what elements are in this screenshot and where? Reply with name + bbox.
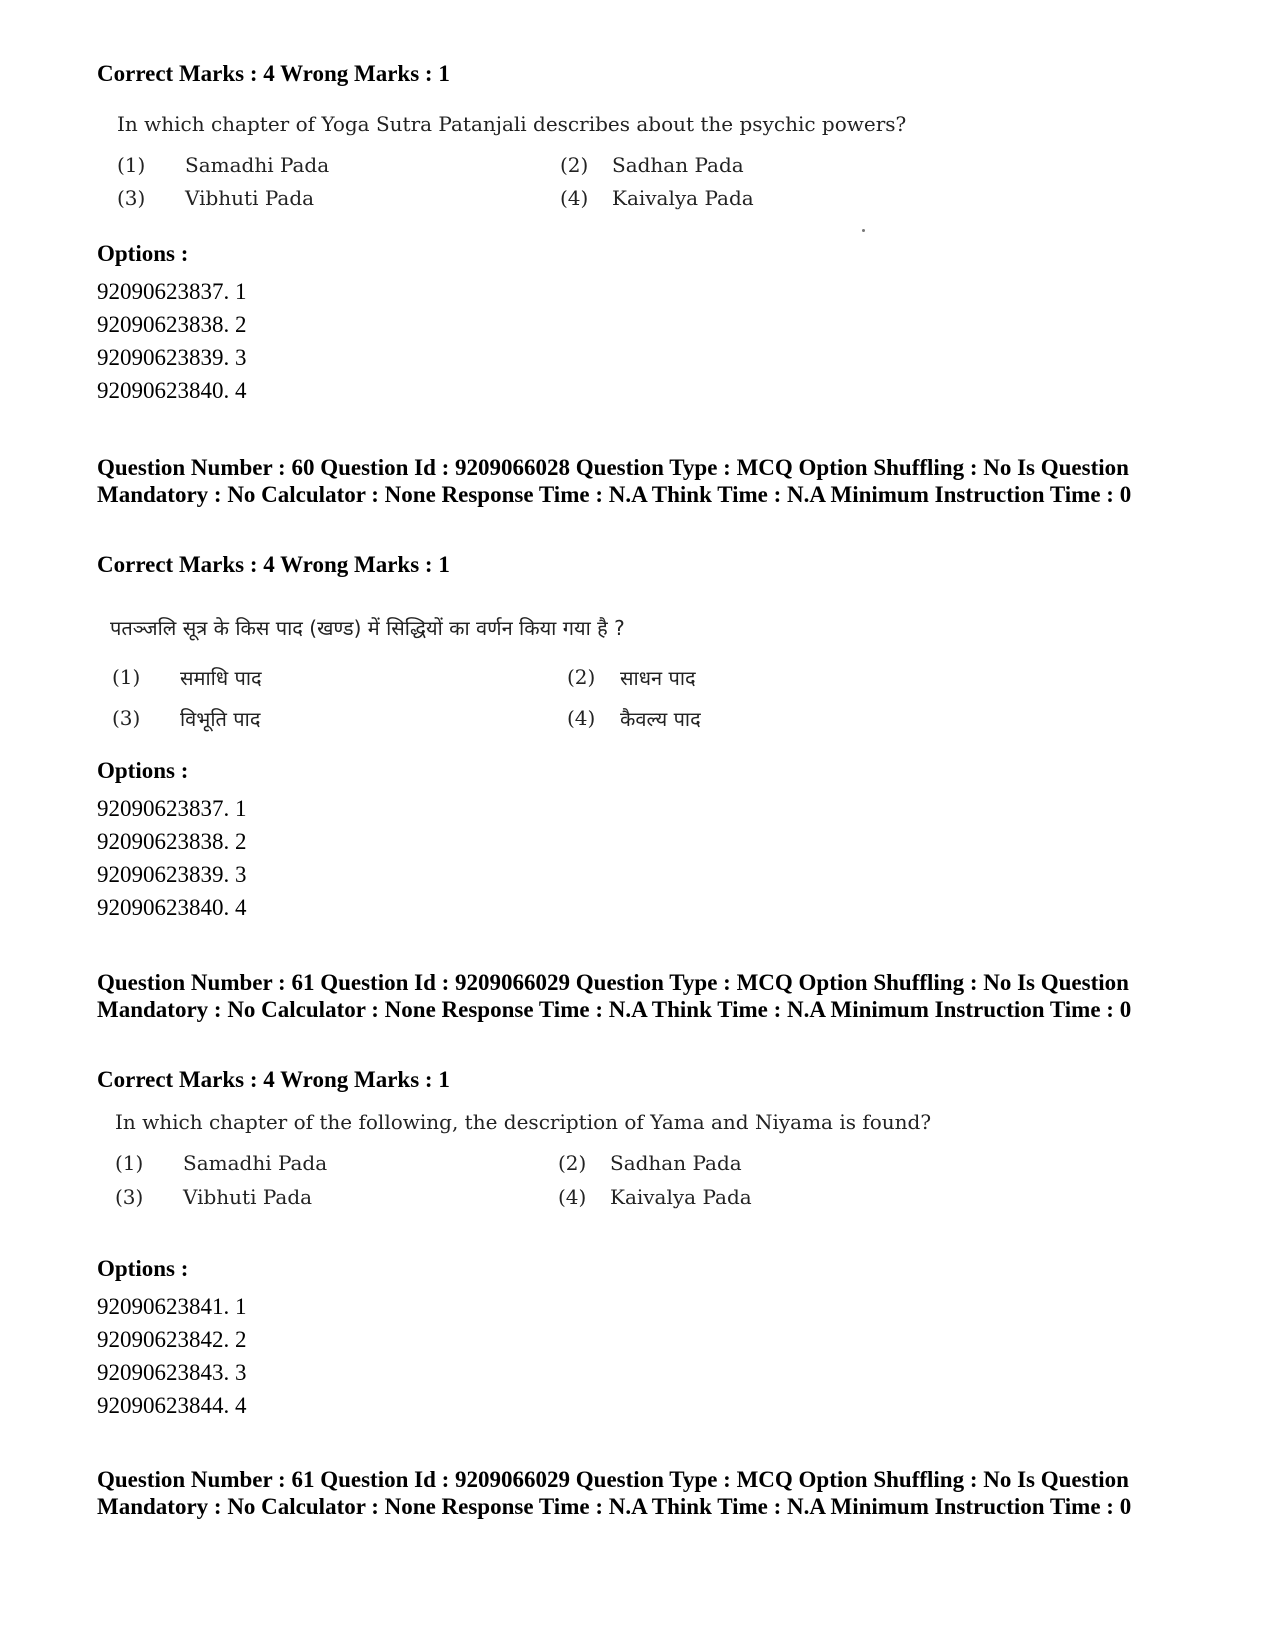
answer-number: (2) bbox=[560, 153, 589, 177]
options-label: Options : bbox=[97, 1256, 189, 1281]
answer-text: Samadhi Pada bbox=[185, 153, 330, 177]
answer-text: Vibhuti Pada bbox=[183, 1185, 313, 1209]
options-list bbox=[97, 1290, 247, 1422]
question-meta: Question Number : 61 Question Id : 9209066029 Question Type : MCQ Option Shuffling : No Is Question Mandatory : No Calculator : None Response Time : N.A Think Time : N.A Minimum Instruction Time : 0 bbox=[97, 1467, 1132, 1519]
correct-wrong-marks: Correct Marks : 4 Wrong Marks : 1 bbox=[97, 61, 450, 86]
answer-text: Kaivalya Pada bbox=[612, 186, 754, 210]
answer-number: (1) bbox=[112, 665, 141, 689]
answer-text: समाधि पाद bbox=[180, 666, 262, 690]
correct-wrong-marks: Correct Marks : 4 Wrong Marks : 1 bbox=[97, 552, 450, 577]
answer-number: (4) bbox=[560, 186, 589, 210]
answer-number: (1) bbox=[115, 1151, 144, 1175]
answer-number: (4) bbox=[567, 706, 596, 730]
option-line: 92090623838. 2 bbox=[97, 312, 247, 337]
option-line: 92090623840. 4 bbox=[97, 895, 247, 920]
option-line: 92090623837. 1 bbox=[97, 279, 247, 304]
options-label: Options : bbox=[97, 241, 189, 266]
question-meta: Question Number : 61 Question Id : 9209066029 Question Type : MCQ Option Shuffling : No Is Question Mandatory : No Calculator : None Response Time : N.A Think Time : N.A Minimum Instruction Time : 0 bbox=[97, 970, 1132, 1022]
question-image bbox=[115, 1110, 932, 1220]
answer-text: साधन पाद bbox=[620, 666, 696, 690]
option-line: 92090623837. 1 bbox=[97, 796, 247, 821]
options-list bbox=[97, 792, 247, 924]
answer-text: Sadhan Pada bbox=[612, 153, 744, 177]
answer-text: Vibhuti Pada bbox=[185, 186, 315, 210]
answer-number: (4) bbox=[558, 1185, 587, 1209]
answer-number: (2) bbox=[558, 1151, 587, 1175]
answer-number: (1) bbox=[117, 153, 146, 177]
answer-number: (3) bbox=[117, 186, 146, 210]
question-text: In which chapter of Yoga Sutra Patanjali describes about the psychic powers? bbox=[117, 112, 907, 136]
option-line: 92090623843. 3 bbox=[97, 1360, 247, 1385]
answer-number: (3) bbox=[112, 706, 141, 730]
answer-text: Sadhan Pada bbox=[610, 1151, 742, 1175]
answer-number: (2) bbox=[567, 665, 596, 689]
option-line: 92090623840. 4 bbox=[97, 378, 247, 403]
question-image bbox=[117, 112, 917, 222]
answer-text: कैवल्य पाद bbox=[620, 707, 701, 731]
options-label: Options : bbox=[97, 758, 189, 783]
option-line: 92090623844. 4 bbox=[97, 1393, 247, 1418]
question-image bbox=[110, 614, 910, 734]
question-text: पतञ्जलि सूत्र के किस पाद (खण्ड) में सिद्धियों का वर्णन किया गया है ? bbox=[110, 616, 625, 640]
correct-wrong-marks: Correct Marks : 4 Wrong Marks : 1 bbox=[97, 1067, 450, 1092]
answer-text: Kaivalya Pada bbox=[610, 1185, 752, 1209]
question-meta: Question Number : 60 Question Id : 9209066028 Question Type : MCQ Option Shuffling : No Is Question Mandatory : No Calculator : None Response Time : N.A Think Time : N.A Minimum Instruction Time : 0 bbox=[97, 455, 1132, 507]
answer-number: (3) bbox=[115, 1185, 144, 1209]
option-line: 92090623841. 1 bbox=[97, 1294, 247, 1319]
option-line: 92090623839. 3 bbox=[97, 862, 247, 887]
scan-speck bbox=[862, 229, 865, 232]
answer-text: Samadhi Pada bbox=[183, 1151, 328, 1175]
answer-text: विभूति पाद bbox=[180, 707, 261, 731]
option-line: 92090623838. 2 bbox=[97, 829, 247, 854]
option-line: 92090623839. 3 bbox=[97, 345, 247, 370]
question-text: In which chapter of the following, the description of Yama and Niyama is found? bbox=[115, 1110, 932, 1134]
option-line: 92090623842. 2 bbox=[97, 1327, 247, 1352]
options-list bbox=[97, 275, 247, 407]
